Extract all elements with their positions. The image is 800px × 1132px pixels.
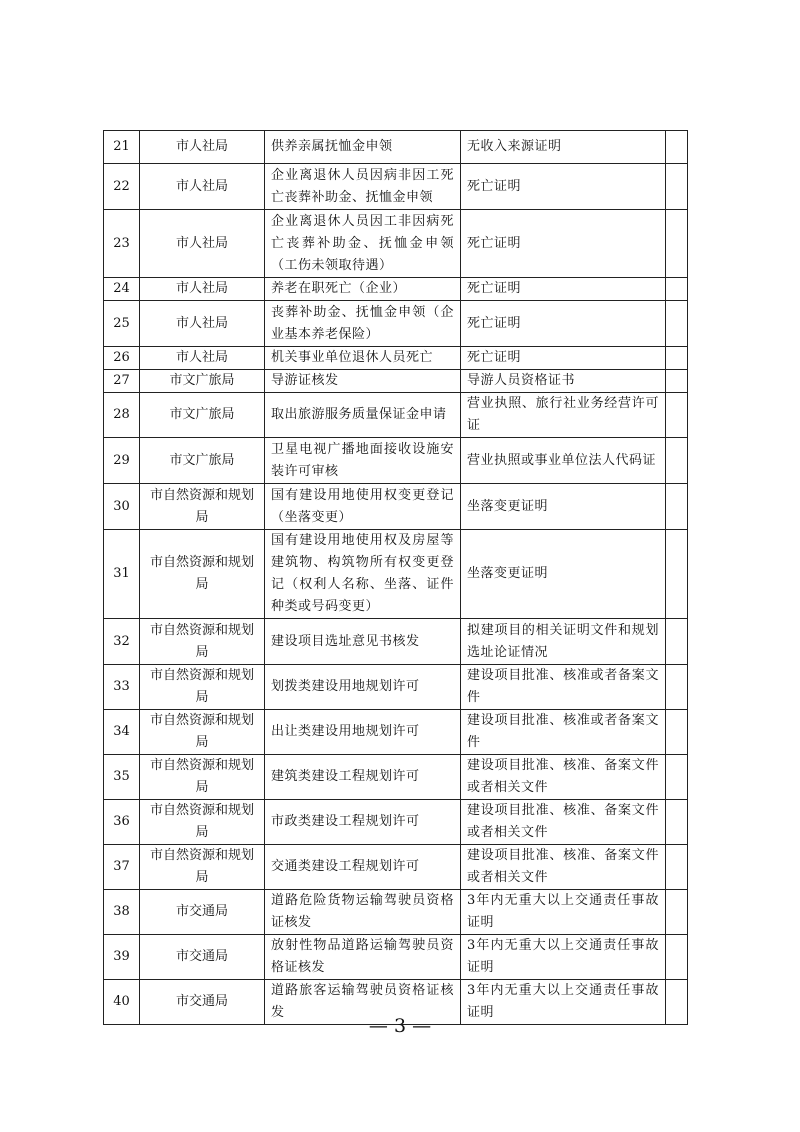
- row-number-cell: 27: [104, 370, 140, 393]
- table-row: [104, 665, 688, 710]
- table-row: [104, 530, 688, 619]
- department-cell: 市人社局: [140, 210, 265, 278]
- matter-cell: 企业离退休人员因工非因病死亡丧葬补助金、抚恤金申领（工伤未领取待遇）: [265, 210, 461, 278]
- remark-cell: [666, 755, 688, 800]
- certificate-cell: 死亡证明: [461, 164, 666, 210]
- remark-cell: [666, 393, 688, 438]
- department-cell: 市交通局: [140, 980, 265, 1025]
- department-cell: 市自然资源和规划局: [140, 530, 265, 619]
- remark-cell: [666, 619, 688, 665]
- department-cell: 市自然资源和规划局: [140, 710, 265, 755]
- certificate-cell: 建设项目批准、核准、备案文件或者相关文件: [461, 755, 666, 800]
- table-row: [104, 393, 688, 438]
- department-cell: 市自然资源和规划局: [140, 484, 265, 530]
- row-number-cell: 24: [104, 278, 140, 301]
- matter-cell: 丧葬补助金、抚恤金申领（企业基本养老保险）: [265, 301, 461, 347]
- certificate-cell: 死亡证明: [461, 347, 666, 370]
- certificate-cell: 坐落变更证明: [461, 484, 666, 530]
- certificate-cell: 拟建项目的相关证明文件和规划选址论证情况: [461, 619, 666, 665]
- certificate-cell: 导游人员资格证书: [461, 370, 666, 393]
- certificate-cell: 死亡证明: [461, 301, 666, 347]
- certificate-cell: 死亡证明: [461, 210, 666, 278]
- table-row: [104, 164, 688, 210]
- department-cell: 市人社局: [140, 164, 265, 210]
- certificate-cell: 无收入来源证明: [461, 131, 666, 164]
- matter-cell: 机关事业单位退休人员死亡: [265, 347, 461, 370]
- row-number-cell: 22: [104, 164, 140, 210]
- row-number-cell: 28: [104, 393, 140, 438]
- matter-cell: 建设项目选址意见书核发: [265, 619, 461, 665]
- table-row: [104, 845, 688, 890]
- certificate-cell: 营业执照或事业单位法人代码证: [461, 438, 666, 484]
- certificate-cell: 3年内无重大以上交通责任事故证明: [461, 980, 666, 1025]
- row-number-cell: 21: [104, 131, 140, 164]
- table-row: [104, 800, 688, 845]
- table-body: [104, 131, 688, 1025]
- matter-cell: 养老在职死亡（企业）: [265, 278, 461, 301]
- matter-cell: 取出旅游服务质量保证金申请: [265, 393, 461, 438]
- department-cell: 市自然资源和规划局: [140, 755, 265, 800]
- table-row: [104, 301, 688, 347]
- department-cell: 市文广旅局: [140, 438, 265, 484]
- remark-cell: [666, 710, 688, 755]
- department-cell: 市自然资源和规划局: [140, 665, 265, 710]
- remark-cell: [666, 131, 688, 164]
- certificate-cell: 营业执照、旅行社业务经营许可证: [461, 393, 666, 438]
- remark-cell: [666, 370, 688, 393]
- row-number-cell: 36: [104, 800, 140, 845]
- department-cell: 市人社局: [140, 347, 265, 370]
- table-row: [104, 438, 688, 484]
- table-row: [104, 935, 688, 980]
- matter-cell: 建筑类建设工程规划许可: [265, 755, 461, 800]
- matter-cell: 出让类建设用地规划许可: [265, 710, 461, 755]
- department-cell: 市交通局: [140, 935, 265, 980]
- row-number-cell: 38: [104, 890, 140, 935]
- remark-cell: [666, 301, 688, 347]
- matter-cell: 市政类建设工程规划许可: [265, 800, 461, 845]
- remark-cell: [666, 800, 688, 845]
- remark-cell: [666, 347, 688, 370]
- matter-cell: 供养亲属抚恤金申领: [265, 131, 461, 164]
- remark-cell: [666, 164, 688, 210]
- department-cell: 市自然资源和规划局: [140, 619, 265, 665]
- row-number-cell: 25: [104, 301, 140, 347]
- remark-cell: [666, 890, 688, 935]
- row-number-cell: 23: [104, 210, 140, 278]
- department-cell: 市人社局: [140, 301, 265, 347]
- remark-cell: [666, 935, 688, 980]
- matter-cell: 国有建设用地使用权变更登记（坐落变更）: [265, 484, 461, 530]
- matter-cell: 放射性物品道路运输驾驶员资格证核发: [265, 935, 461, 980]
- row-number-cell: 33: [104, 665, 140, 710]
- certificate-cell: 3年内无重大以上交通责任事故证明: [461, 890, 666, 935]
- department-cell: 市文广旅局: [140, 393, 265, 438]
- department-cell: 市人社局: [140, 278, 265, 301]
- row-number-cell: 39: [104, 935, 140, 980]
- matter-cell: 国有建设用地使用权及房屋等建筑物、构筑物所有权变更登记（权利人名称、坐落、证件种类或号码变更）: [265, 530, 461, 619]
- page-number: — 3 —: [368, 1015, 432, 1037]
- certificate-cell: 建设项目批准、核准、备案文件或者相关文件: [461, 800, 666, 845]
- table-row: [104, 755, 688, 800]
- row-number-cell: 40: [104, 980, 140, 1025]
- row-number-cell: 35: [104, 755, 140, 800]
- matter-cell: 划拨类建设用地规划许可: [265, 665, 461, 710]
- certificate-table: [103, 130, 688, 1025]
- department-cell: 市自然资源和规划局: [140, 800, 265, 845]
- remark-cell: [666, 278, 688, 301]
- matter-cell: 导游证核发: [265, 370, 461, 393]
- remark-cell: [666, 438, 688, 484]
- matter-cell: 企业离退休人员因病非因工死亡丧葬补助金、抚恤金申领: [265, 164, 461, 210]
- table-row: [104, 131, 688, 164]
- row-number-cell: 37: [104, 845, 140, 890]
- table-row: [104, 370, 688, 393]
- remark-cell: [666, 845, 688, 890]
- table-row: [104, 710, 688, 755]
- table-row: [104, 210, 688, 278]
- row-number-cell: 32: [104, 619, 140, 665]
- certificate-cell: 坐落变更证明: [461, 530, 666, 619]
- department-cell: 市交通局: [140, 890, 265, 935]
- remark-cell: [666, 665, 688, 710]
- department-cell: 市自然资源和规划局: [140, 845, 265, 890]
- department-cell: 市人社局: [140, 131, 265, 164]
- department-cell: 市文广旅局: [140, 370, 265, 393]
- certificate-cell: 建设项目批准、核准或者备案文件: [461, 710, 666, 755]
- row-number-cell: 30: [104, 484, 140, 530]
- certificate-cell: 3年内无重大以上交通责任事故证明: [461, 935, 666, 980]
- certificate-cell: 死亡证明: [461, 278, 666, 301]
- certificate-cell: 建设项目批准、核准、备案文件或者相关文件: [461, 845, 666, 890]
- remark-cell: [666, 530, 688, 619]
- row-number-cell: 29: [104, 438, 140, 484]
- matter-cell: 道路旅客运输驾驶员资格证核发: [265, 980, 461, 1025]
- matter-cell: 卫星电视广播地面接收设施安装许可审核: [265, 438, 461, 484]
- remark-cell: [666, 484, 688, 530]
- table-row: [104, 619, 688, 665]
- table-row: [104, 278, 688, 301]
- row-number-cell: 26: [104, 347, 140, 370]
- table-row: [104, 890, 688, 935]
- certificate-cell: 建设项目批准、核准或者备案文件: [461, 665, 666, 710]
- matter-cell: 道路危险货物运输驾驶员资格证核发: [265, 890, 461, 935]
- row-number-cell: 34: [104, 710, 140, 755]
- remark-cell: [666, 210, 688, 278]
- table-row: [104, 347, 688, 370]
- matter-cell: 交通类建设工程规划许可: [265, 845, 461, 890]
- table-row: [104, 484, 688, 530]
- row-number-cell: 31: [104, 530, 140, 619]
